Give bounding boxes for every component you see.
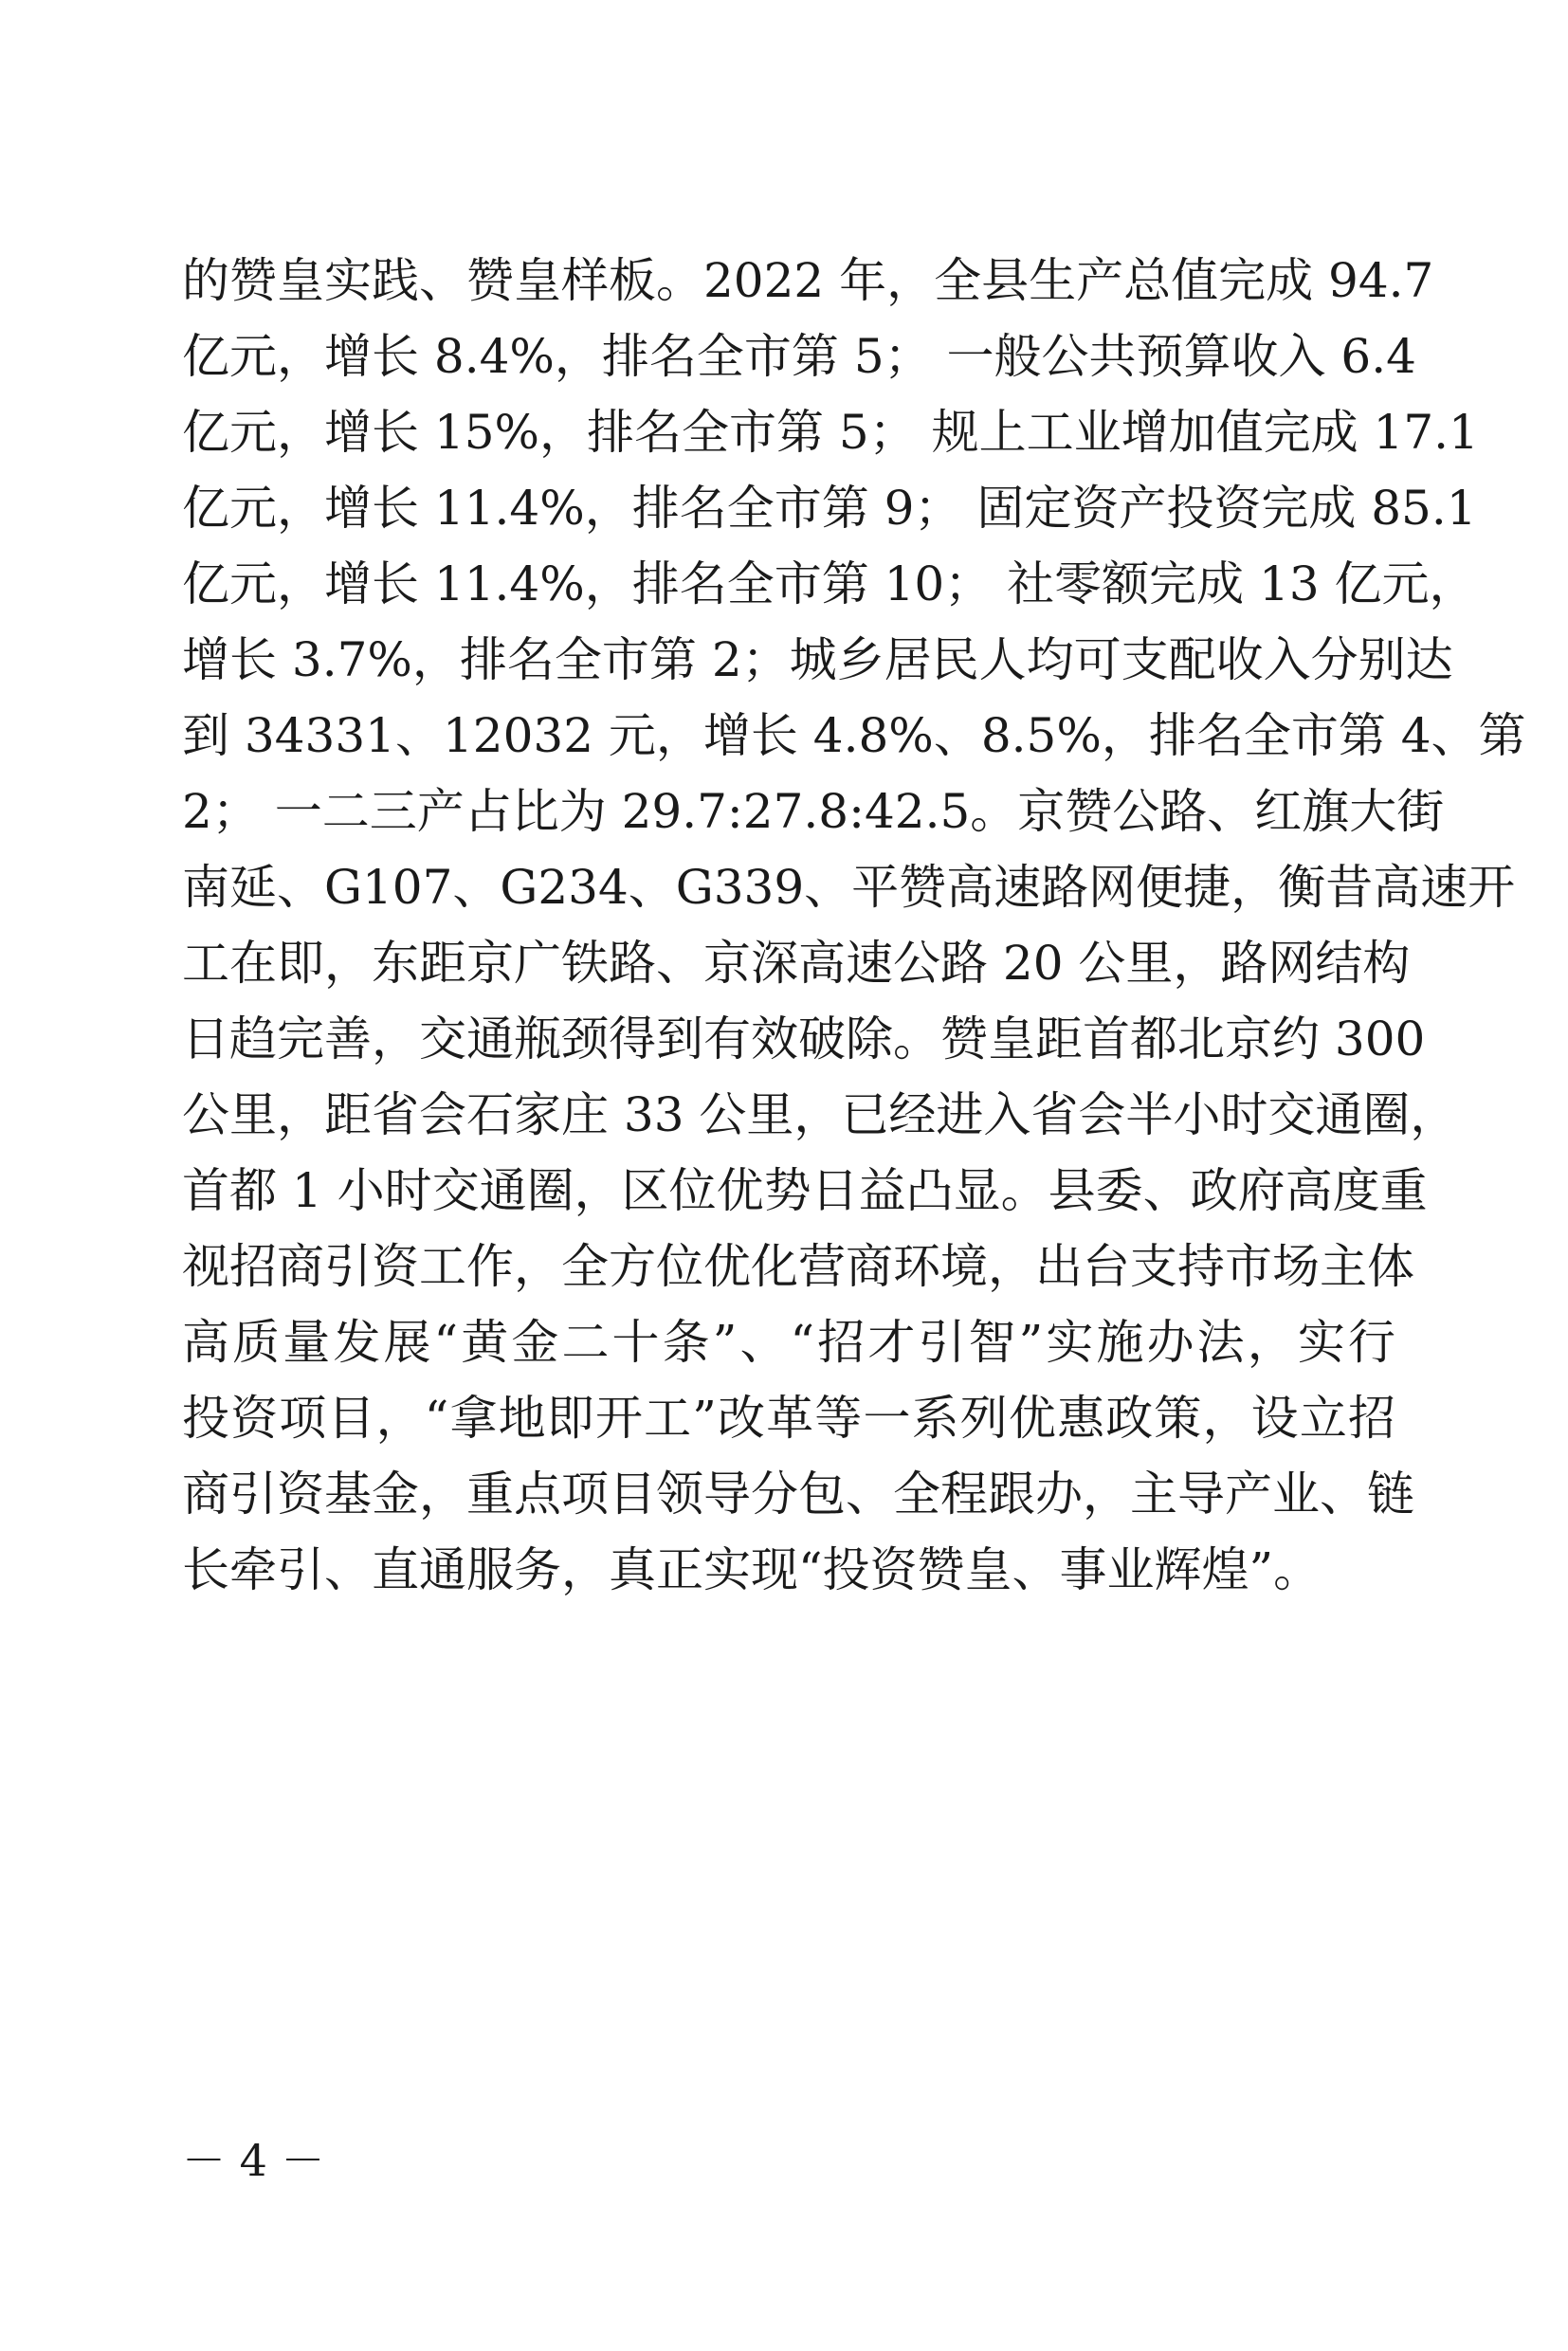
text-line: 视招商引资工作，全方位优化营商环境，出台支持市场主体	[182, 1239, 1414, 1294]
text-line: 到 34331、12032 元，增长 4.8%、8.5%，排名全市第 4、第	[182, 708, 1526, 763]
text-line: 亿元，增长 15%，排名全市第 5； 规上工业增加值完成 17.1	[182, 405, 1479, 460]
text-line: 日趋完善，交通瓶颈得到有效破除。赞皇距首都北京约 300	[182, 1011, 1426, 1066]
page-number: － 4 －	[182, 2135, 325, 2186]
text-line: 公里，距省会石家庄 33 公里，已经进入省会半小时交通圈，	[182, 1087, 1458, 1142]
body-text	[182, 243, 1526, 1608]
text-line: 南延、G107、G234、G339、平赞高速路网便捷，衡昔高速开	[182, 860, 1516, 915]
text-line: 高质量发展“黄金二十条”、“招才引智”实施办法，实行	[182, 1315, 1395, 1370]
text-line: 投资项目，“拿地即开工”改革等一系列优惠政策，设立招	[182, 1391, 1395, 1446]
text-line: 商引资基金，重点项目领导分包、全程跟办，主导产业、链	[182, 1467, 1414, 1522]
text-line: 亿元，增长 11.4%，排名全市第 9； 固定资产投资完成 85.1	[182, 481, 1477, 536]
text-line: 首都 1 小时交通圈，区位优势日益凸显。县委、政府高度重	[182, 1163, 1428, 1218]
text-line: 亿元，增长 8.4%，排名全市第 5； 一般公共预算收入 6.4	[182, 329, 1416, 384]
text-line: 亿元，增长 11.4%，排名全市第 10； 社零额完成 13 亿元，	[182, 556, 1477, 611]
text-line: 2； 一二三产占比为 29.7:27.8:42.5。京赞公路、红旗大街	[182, 784, 1445, 839]
text-line: 长牵引、直通服务，真正实现“投资赞皇、事业辉煌”。	[182, 1542, 1322, 1597]
text-line: 工在即，东距京广铁路、京深高速公路 20 公里，路网结构	[182, 936, 1411, 991]
text-line: 增长 3.7%，排名全市第 2；城乡居民人均可支配收入分别达	[182, 632, 1453, 687]
text-line: 的赞皇实践、赞皇样板。2022 年，全县生产总值完成 94.7	[182, 253, 1434, 308]
